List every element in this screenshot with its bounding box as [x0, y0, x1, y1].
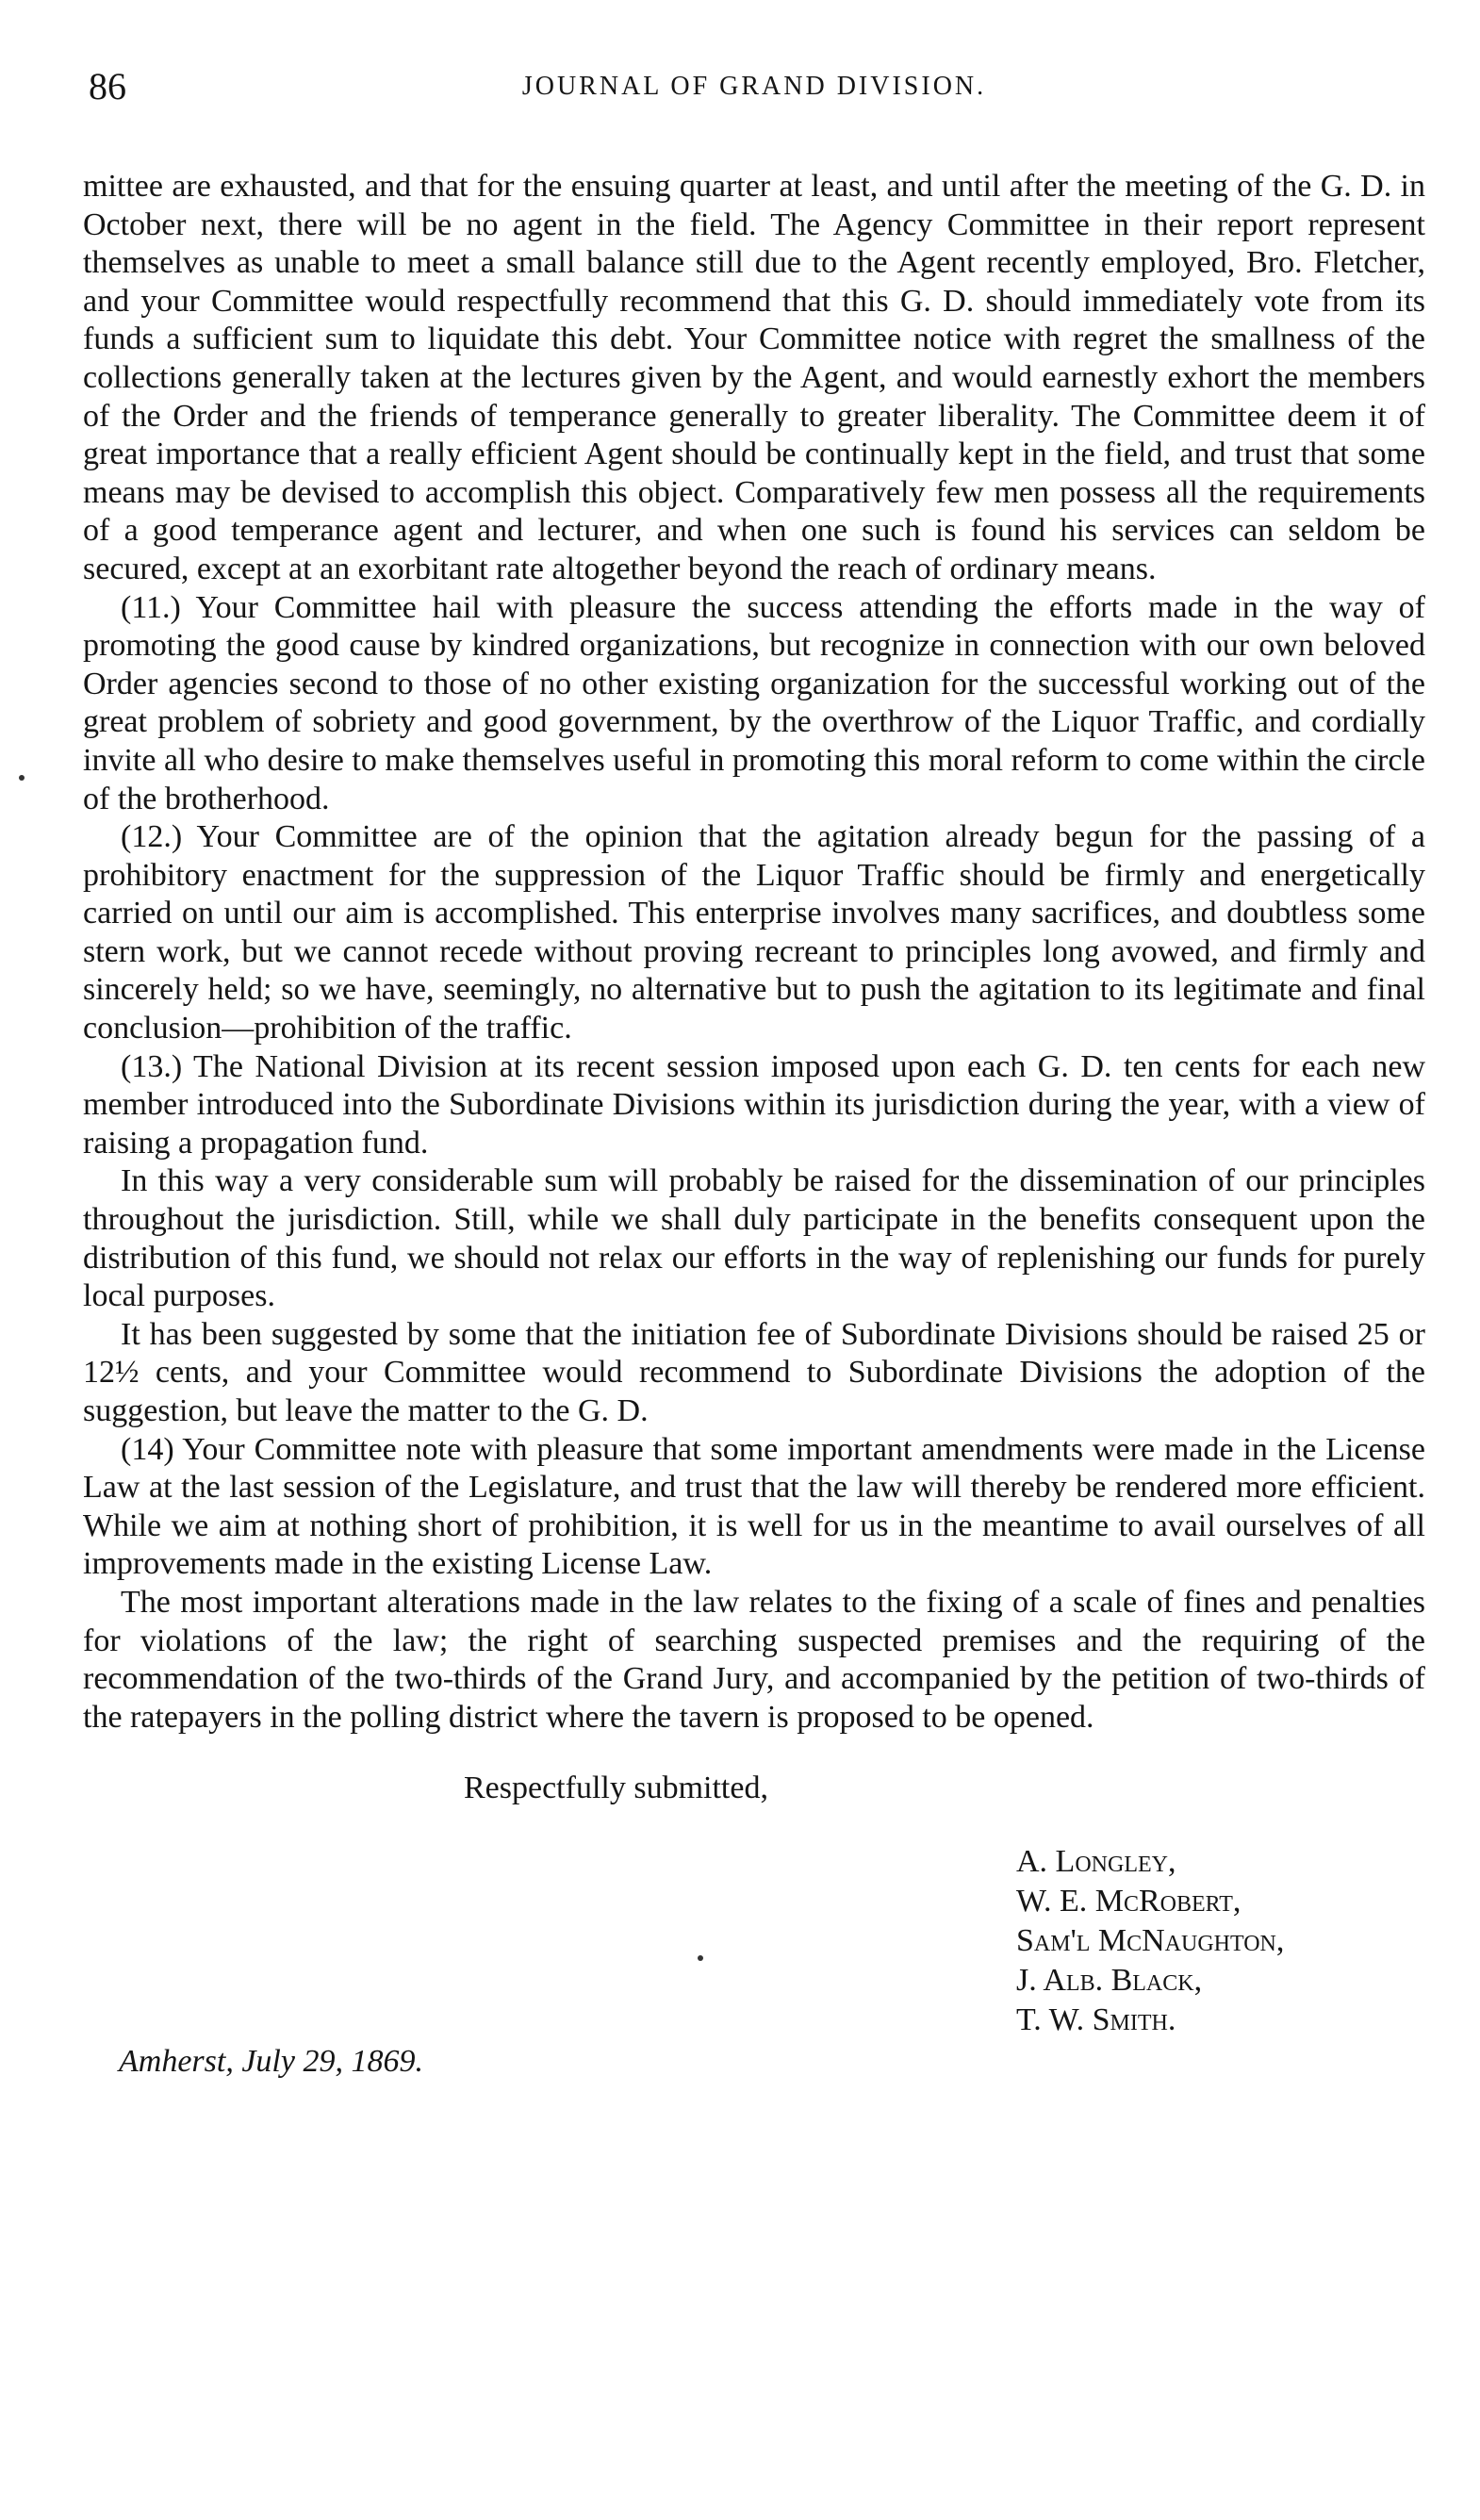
paragraph-13-initiation-fee: It has been suggested by some that the initiation fee of Subordinate Divisions should be raised 25 or 12½ cents, and your Committee would recommend to Subordinate Divisions the adoption of the suggestion, but leave the matter to the G. D.	[83, 1316, 1425, 1428]
signatory-name: Sam'l McNaughton,	[1016, 1923, 1285, 1959]
margin-speck	[19, 775, 25, 781]
report-closing	[83, 1737, 1425, 2133]
dateline: Amherst, July 29, 1869.	[119, 2044, 423, 2080]
paragraph-14-alterations: The most important alterations made in the law relates to the fixing of a scale of fines and penalties for violations of the law; the right of searching suspected premises and the requiring of the recommendation of the two-thirds of the Grand Jury, and accompanied by the petition of two-thirds of the ratepayers in the polling district where the tavern is proposed to be opened.	[83, 1584, 1425, 1735]
paragraph-13-dissemination: In this way a very considerable sum will probably be raised for the dissemination of our principles throughout the jurisdiction. Still, while we shall duly participate in the benefits consequent upon the distribution of this fund, we should not relax our efforts in the way of replenishing our funds for purely local purposes.	[83, 1163, 1425, 1314]
signatory-name: J. Alb. Black,	[1016, 1963, 1203, 1999]
report-body	[83, 168, 1425, 1737]
paragraph-12: (12.) Your Committee are of the opinion that the agitation already begun for the passing of a prohibitory enactment for the suppression of the Liquor Traffic should be firmly and energetically carried on until our aim is accomplished. This enterprise involves many sacrifices, and doubtless some stern work, but we cannot recede without proving recreant to principles long avowed, and firmly and sincerely held; so we have, seemingly, no alternative but to push the agitation to its legitimate and final conclusion—prohibition of the traffic.	[83, 819, 1425, 1046]
signatory-name: A. Longley,	[1016, 1844, 1176, 1880]
closing-salutation: Respectfully submitted,	[464, 1771, 768, 1806]
paragraph-11: (11.) Your Committee hail with pleasure the success attending the efforts made in the way of promoting the good cause by kindred organizations, but recognize in connection with our own beloved Order agencies second to those of no other existing organization for the successful working out of the great problem of sobriety and good government, by the overthrow of the Liquor Traffic, and cordially invite all who desire to make themselves useful in promoting this moral reform to come within the circle of the brotherhood.	[83, 589, 1425, 816]
page-number: 86	[89, 65, 126, 107]
print-speck	[698, 1955, 703, 1961]
page-header	[83, 57, 1425, 113]
signatory-name: W. E. McRobert,	[1016, 1884, 1242, 1919]
signatory-list	[1016, 1842, 1284, 2040]
running-head: JOURNAL OF GRAND DIVISION.	[521, 72, 987, 101]
paragraph-14: (14) Your Committee note with pleasure that some important amendments were made in the License Law at the last session of the Legislature, and trust that the law will thereby be rendered more efficient. While we aim at nothing short of prohibition, it is well for us in the meantime to avail ourselves of all improvements made in the existing License Law.	[83, 1431, 1425, 1582]
document-page	[83, 57, 1425, 2133]
signatory-name: T. W. Smith.	[1016, 2002, 1176, 2038]
paragraph-continuation: mittee are exhausted, and that for the ensuing quarter at least, and until after the meeting of the G. D. in October next, there will be no agent in the field. The Agency Committee in their report represent themselves as unable to meet a small balance still due to the Agent recently employed, Bro. Fletcher, and your Committee would respectfully recommend that this G. D. should immediately vote from its funds a sufficient sum to liquidate this debt. Your Committee notice with regret the smallness of the collections generally taken at the lectures given by the Agent, and would earnestly exhort the members of the Order and the friends of temperance generally to greater liberality. The Committee deem it of great importance that a really efficient Agent should be continually kept in the field, and trust that some means may be devised to accomplish this object. Comparatively few men possess all the requirements of a good temperance agent and lecturer, and when one such is found his services can seldom be secured, except at an exorbitant rate altogether beyond the reach of ordinary means.	[83, 169, 1425, 586]
paragraph-13: (13.) The National Division at its recent session imposed upon each G. D. ten cents for each new member introduced into the Subordinate Divisions within its jurisdiction during the year, with a view of raising a propagation fund.	[83, 1048, 1425, 1161]
